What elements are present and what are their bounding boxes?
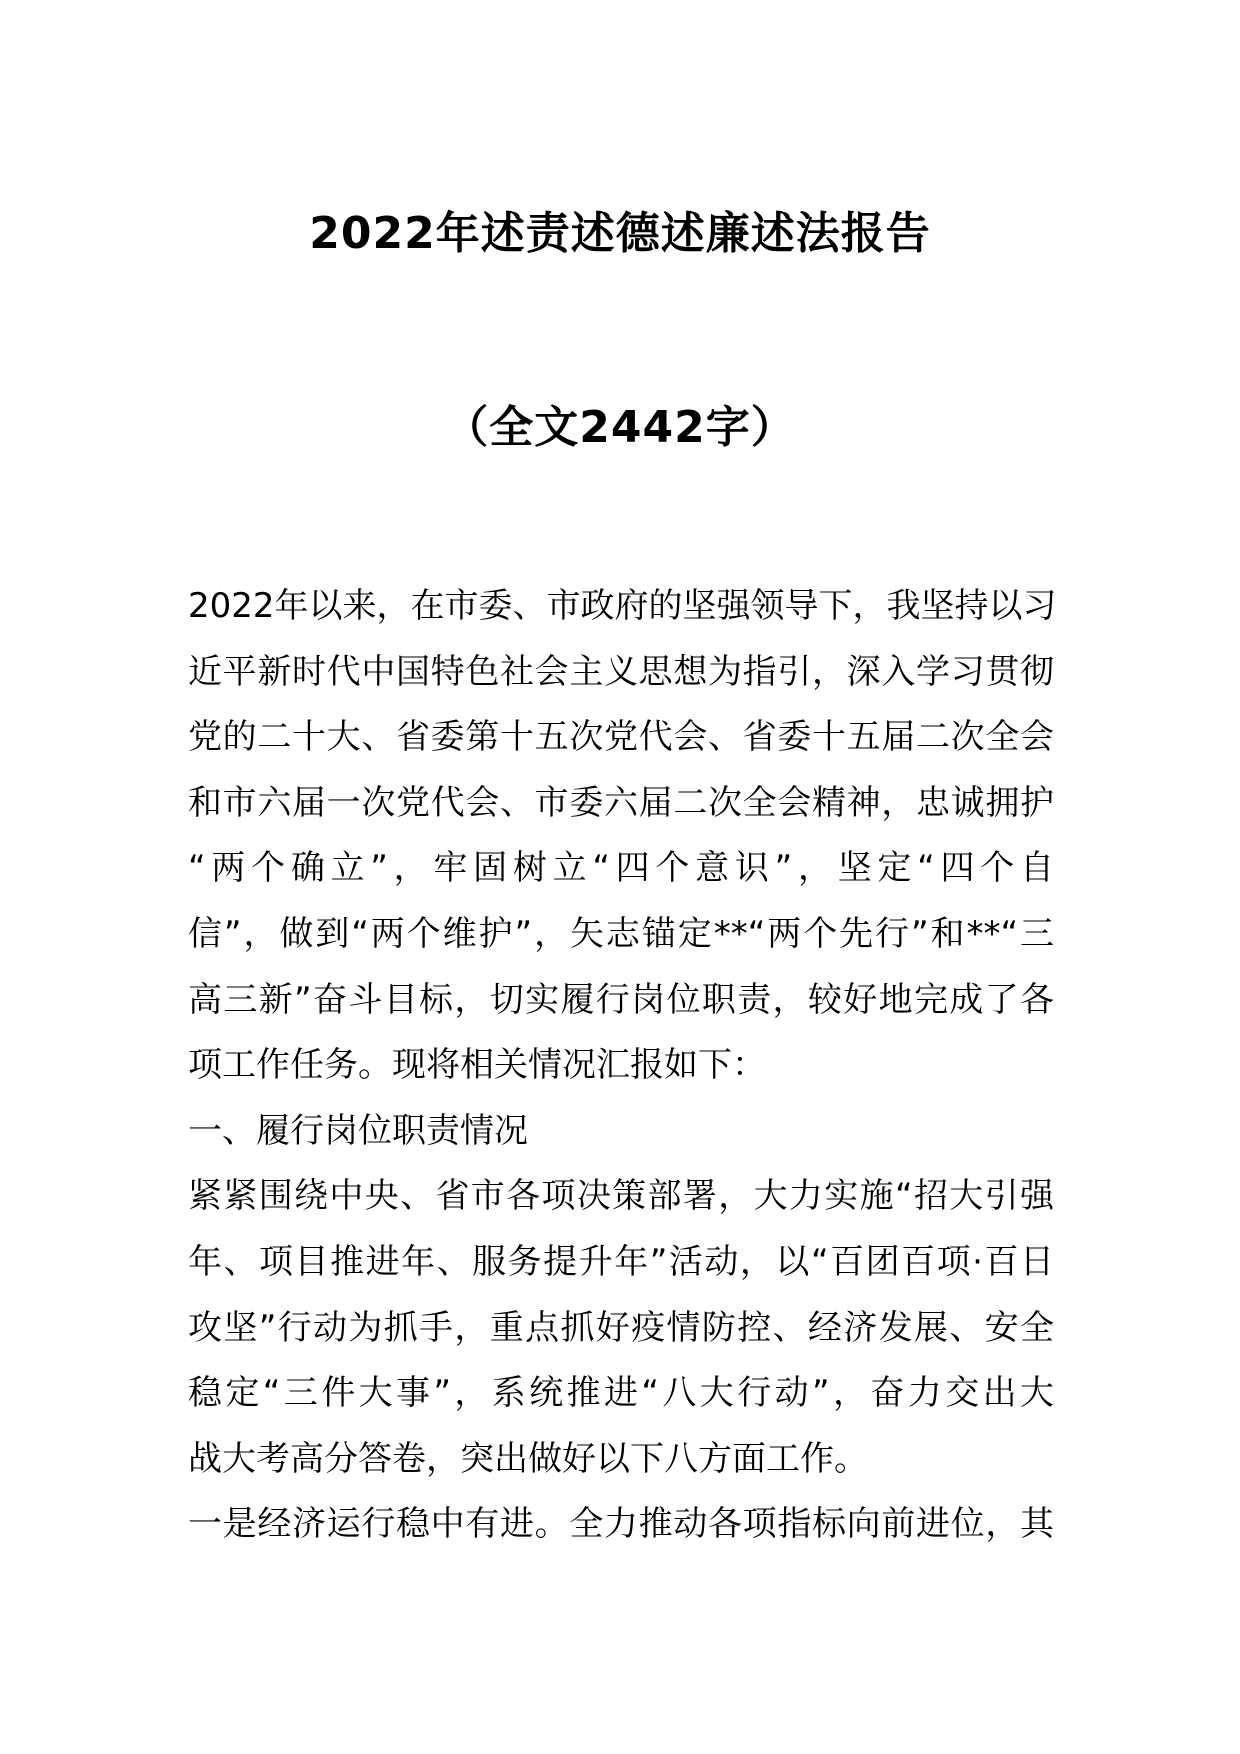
document-body — [188, 574, 1057, 1558]
body-line: 稳定“三件大事”，系统推进“八大行动”，奋力交出大 — [188, 1373, 1054, 1414]
body-line: 战大考高分答卷，突出做好以下八方面工作。 — [188, 1438, 868, 1479]
section-heading: 一、履行岗位职责情况 — [188, 1110, 528, 1151]
body-line: 年、项目推进年、服务提升年”活动，以“百团百项·百日 — [188, 1241, 1054, 1282]
body-line: 和市六届一次党代会、市委六届二次全会精神，忠诚拥护 — [188, 782, 1054, 823]
body-line: “两个确立”，牢固树立“四个意识”，坚定“四个自 — [188, 848, 1054, 889]
document-subtitle: （全文2442字） — [444, 402, 796, 453]
body-line: 项工作任务。现将相关情况汇报如下： — [188, 1045, 766, 1086]
body-line: 高三新”奋斗目标，切实履行岗位职责，较好地完成了各 — [188, 979, 1054, 1020]
body-line: 攻坚”行动为抓手，重点抓好疫情防控、经济发展、安全 — [188, 1307, 1054, 1348]
body-line: 2022年以来，在市委、市政府的坚强领导下，我坚持以习 — [188, 586, 1057, 626]
body-line: 信”，做到“两个维护”，矢志锚定**“两个先行”和**“三 — [188, 913, 1054, 954]
body-line: 紧紧围绕中央、省市各项决策部署，大力实施“招大引强 — [188, 1176, 1054, 1217]
document-title: 2022年述责述德述廉述法报告 — [309, 208, 931, 259]
body-line: 一是经济运行稳中有进。全力推动各项指标向前进位，其 — [188, 1504, 1054, 1545]
body-line: 近平新时代中国特色社会主义思想为指引，深入学习贯彻 — [188, 651, 1054, 692]
body-line: 党的二十大、省委第十五次党代会、省委十五届二次全会 — [188, 717, 1054, 758]
